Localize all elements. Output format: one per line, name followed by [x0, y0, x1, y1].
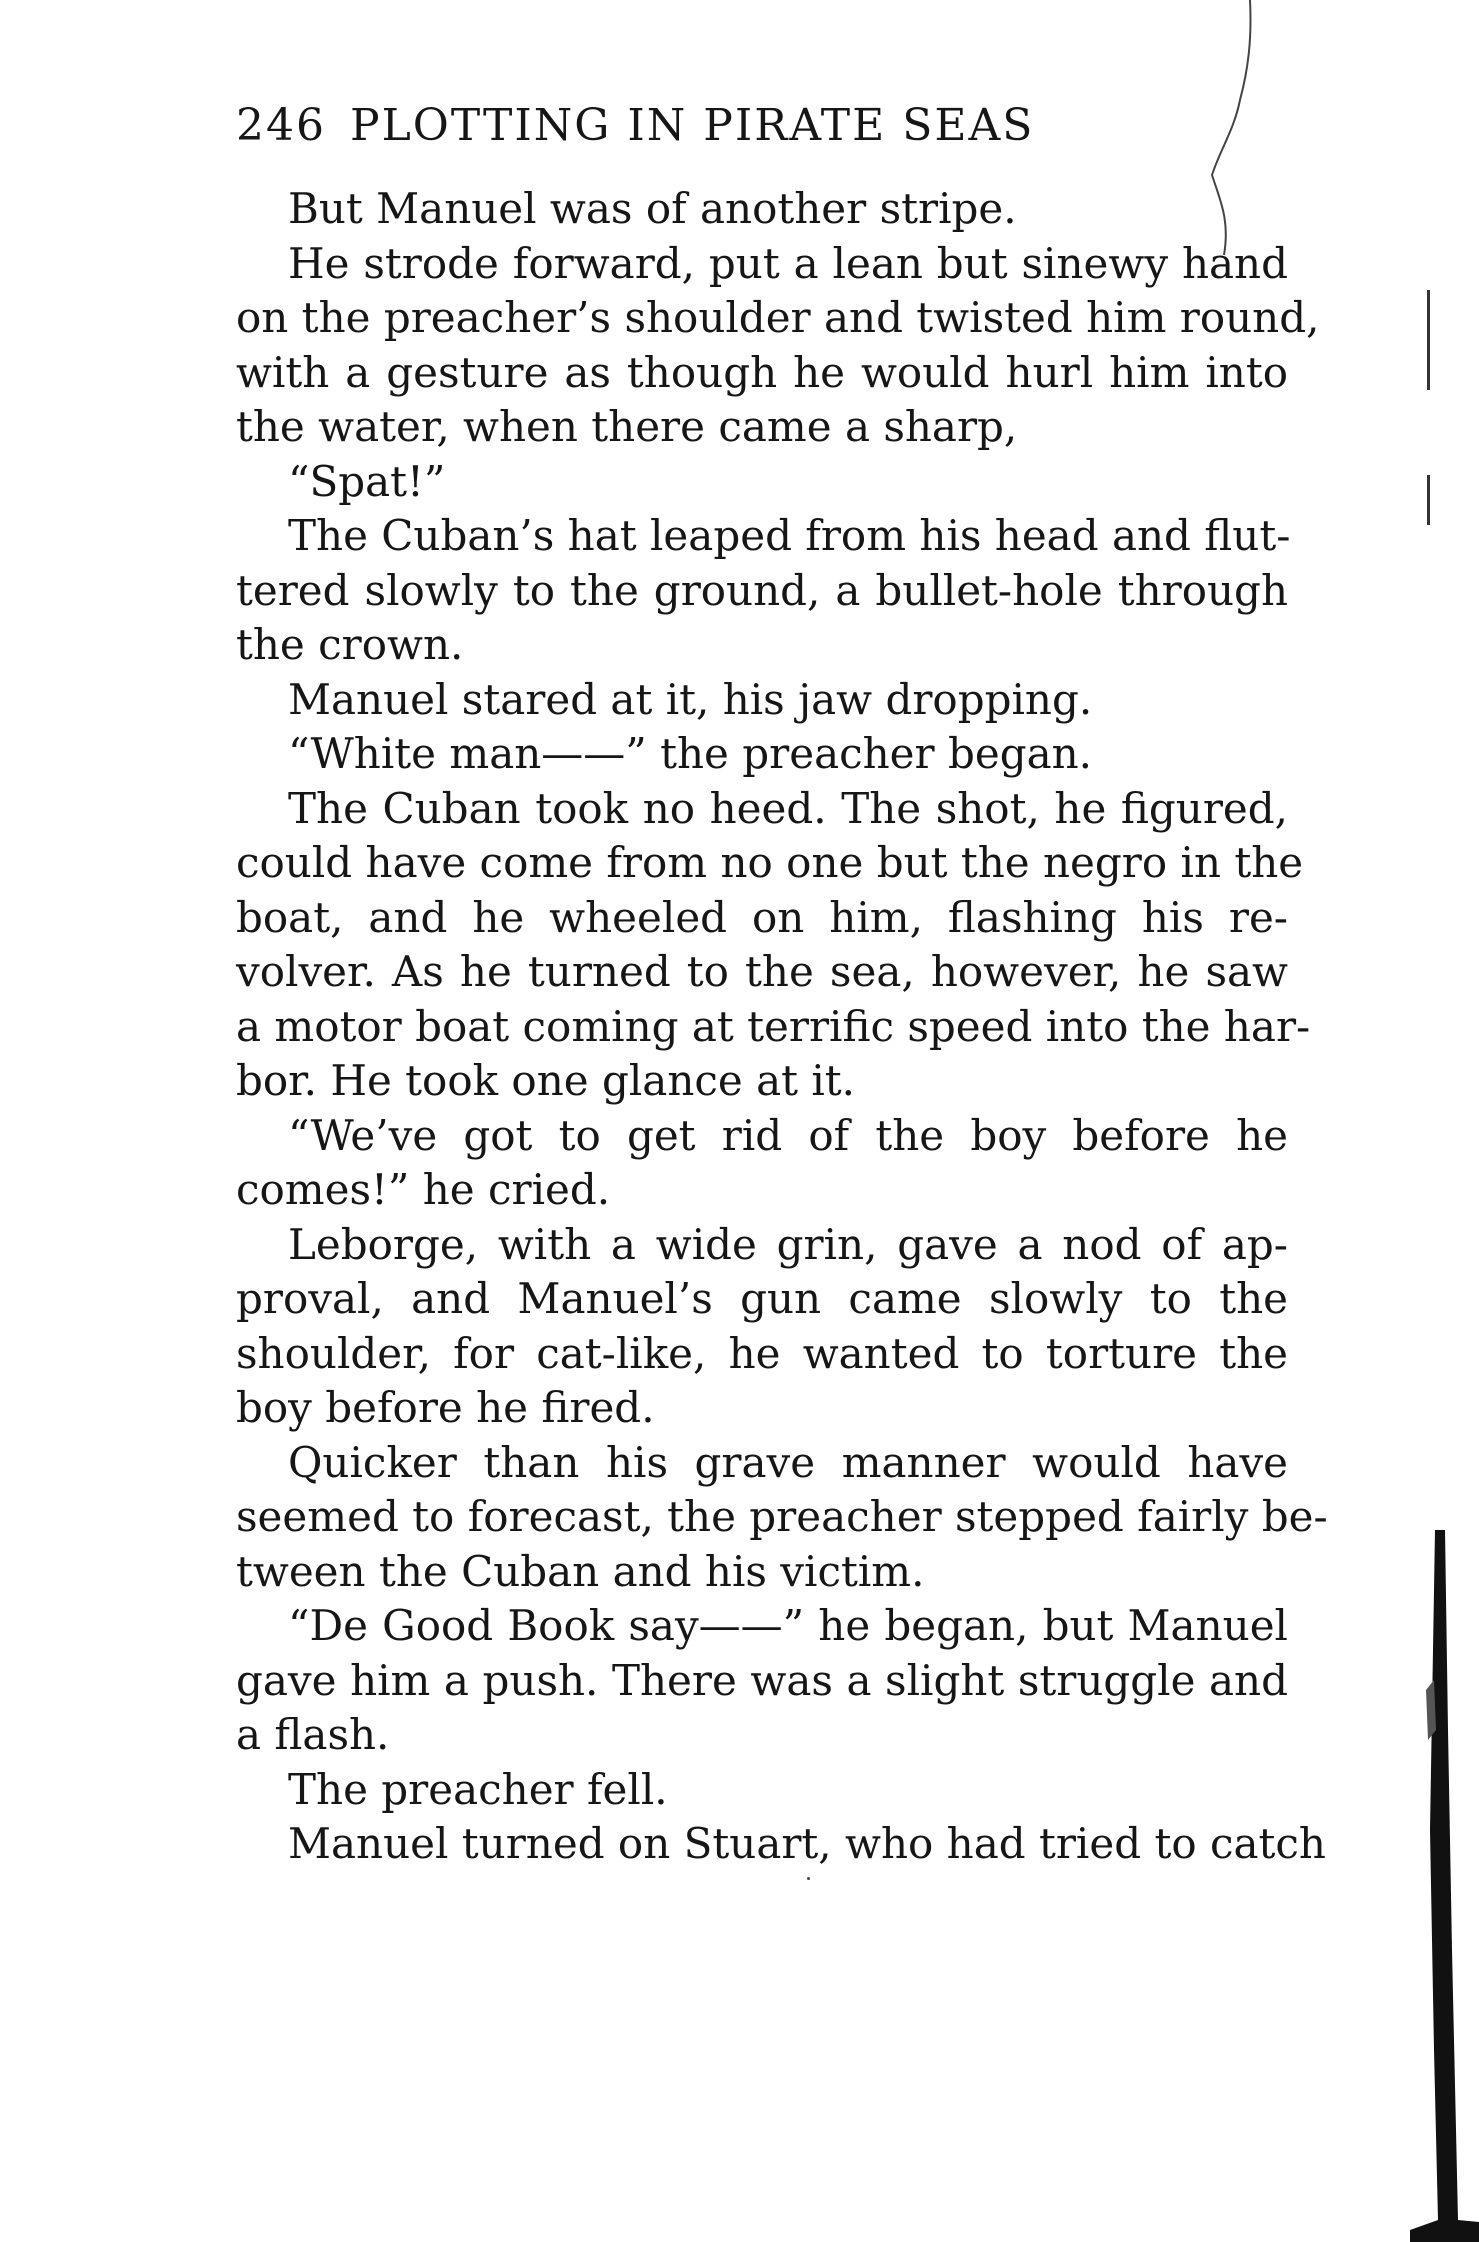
text-line: the crown.	[236, 620, 464, 669]
text-line: proval, and Manuel’s gun came slowly to the	[236, 1274, 1288, 1323]
text-line: The Cuban took no heed. The shot, he figured,	[288, 783, 1288, 833]
text-line: The Cuban’s hat leaped from his head and flut-	[288, 511, 1291, 560]
text-line: comes!” he cried.	[236, 1165, 611, 1214]
text-line: shoulder, for cat-like, he wanted to torture the	[236, 1328, 1288, 1378]
text-line: Leborge, with a wide grin, gave a nod of ap-	[288, 1219, 1288, 1269]
body-text	[236, 182, 1328, 1872]
text-line: boat, and he wheeled on him, flashing his re-	[236, 892, 1288, 942]
text-line: could have come from no one but the negro in the	[236, 838, 1304, 887]
text-line: volver. As he turned to the sea, however, he saw	[236, 947, 1288, 996]
text-line: “White man——” the preacher began.	[288, 729, 1093, 778]
text-line: on the preacher’s shoulder and twisted him round,	[236, 293, 1320, 342]
right-edge-mark-2	[1427, 475, 1430, 525]
text-line: “Spat!”	[288, 456, 446, 506]
text-line: boy before he fired.	[236, 1383, 655, 1432]
text-line: The preacher fell.	[288, 1764, 668, 1814]
text-line: “We’ve got to get rid of the boy before he	[288, 1110, 1288, 1160]
text-line: gave him a push. There was a slight struggle and	[236, 1655, 1288, 1705]
text-line: with a gesture as though he would hurl him into	[236, 347, 1288, 397]
right-edge-mark-1	[1427, 290, 1430, 390]
running-title: PLOTTING IN PIRATE SEAS	[349, 100, 1035, 151]
text-line: He strode forward, put a lean but sinewy hand	[288, 238, 1288, 288]
text-line: tween the Cuban and his victim.	[236, 1546, 925, 1596]
text-line: the water, when there came a sharp,	[236, 402, 1018, 451]
running-head	[236, 100, 1034, 151]
text-line: a flash.	[236, 1710, 390, 1759]
text-line: But Manuel was of another stripe.	[288, 184, 1017, 233]
binding-edge-mark	[1390, 1530, 1479, 2242]
text-line: a motor boat coming at terrific speed into the har-	[236, 1001, 1311, 1051]
text-line: Manuel stared at it, his jaw dropping.	[288, 674, 1093, 724]
text-line: bor. He took one glance at it.	[236, 1056, 856, 1105]
speck-mark	[807, 1877, 810, 1880]
text-line: tered slowly to the ground, a bullet-hole through	[236, 565, 1288, 615]
page-number: 246	[236, 100, 326, 151]
pen-stroke-mark	[1190, 0, 1270, 280]
text-line: Manuel turned on Stuart, who had tried to catch	[288, 1819, 1326, 1868]
text-line: Quicker than his grave manner would have	[288, 1437, 1288, 1487]
text-line: “De Good Book say——” he began, but Manuel	[288, 1601, 1288, 1650]
text-line: seemed to forecast, the preacher stepped fairly be-	[236, 1492, 1328, 1541]
